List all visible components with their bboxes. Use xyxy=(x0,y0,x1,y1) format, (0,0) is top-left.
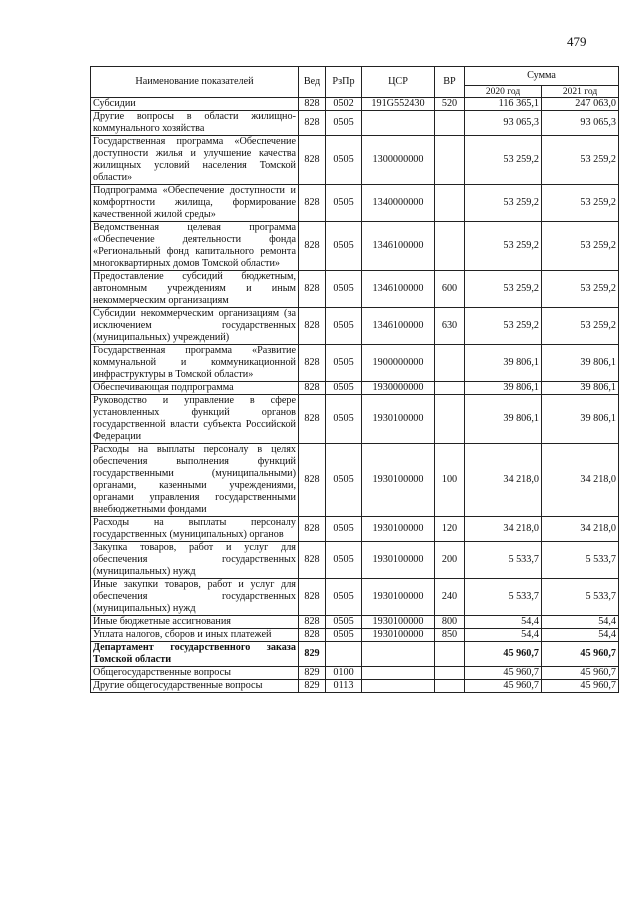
table-row xyxy=(91,345,619,382)
cell-sum-2021: 54,4 xyxy=(542,616,619,629)
cell-vr: 800 xyxy=(435,616,465,629)
cell-name: Субсидии некоммерческим организациям (за исключением государственных (муниципальных) учреждений) xyxy=(91,308,299,345)
cell-rzpr: 0505 xyxy=(326,271,362,308)
cell-csr: 1346100000 xyxy=(362,308,435,345)
cell-sum-2020: 34 218,0 xyxy=(465,517,542,542)
header-sum: Сумма xyxy=(465,67,619,86)
cell-sum-2021: 34 218,0 xyxy=(542,444,619,517)
cell-sum-2021: 247 063,0 xyxy=(542,98,619,111)
cell-sum-2021: 53 259,2 xyxy=(542,271,619,308)
table-row xyxy=(91,629,619,642)
cell-vr: 850 xyxy=(435,629,465,642)
cell-csr: 1930100000 xyxy=(362,444,435,517)
cell-rzpr: 0505 xyxy=(326,579,362,616)
cell-name: Другие общегосударственные вопросы xyxy=(91,680,299,693)
cell-vr: 200 xyxy=(435,542,465,579)
cell-sum-2020: 5 533,7 xyxy=(465,579,542,616)
cell-sum-2020: 116 365,1 xyxy=(465,98,542,111)
cell-vr xyxy=(435,395,465,444)
cell-csr: 1346100000 xyxy=(362,222,435,271)
cell-csr: 1930100000 xyxy=(362,542,435,579)
cell-rzpr: 0505 xyxy=(326,222,362,271)
cell-sum-2021: 5 533,7 xyxy=(542,542,619,579)
cell-name: Другие вопросы в области жилищно-коммунального хозяйства xyxy=(91,111,299,136)
cell-csr: 1930100000 xyxy=(362,616,435,629)
cell-rzpr: 0505 xyxy=(326,136,362,185)
cell-ved: 828 xyxy=(299,517,326,542)
cell-sum-2021: 53 259,2 xyxy=(542,308,619,345)
page-number: 479 xyxy=(567,34,587,49)
cell-csr: 1340000000 xyxy=(362,185,435,222)
header-rzpr: РзПр xyxy=(326,67,362,98)
cell-vr xyxy=(435,136,465,185)
cell-ved: 828 xyxy=(299,111,326,136)
cell-csr: 1900000000 xyxy=(362,345,435,382)
table-body xyxy=(91,98,619,693)
cell-ved: 829 xyxy=(299,642,326,667)
table-row xyxy=(91,680,619,693)
cell-ved: 828 xyxy=(299,136,326,185)
cell-rzpr: 0505 xyxy=(326,395,362,444)
cell-ved: 828 xyxy=(299,382,326,395)
cell-name: Общегосударственные вопросы xyxy=(91,667,299,680)
header-ved: Вед xyxy=(299,67,326,98)
cell-name: Государственная программа «Обеспечение доступности жилья и улучшение качества жилищных условий населения Томской области» xyxy=(91,136,299,185)
cell-sum-2021: 53 259,2 xyxy=(542,136,619,185)
cell-rzpr: 0505 xyxy=(326,382,362,395)
cell-csr xyxy=(362,667,435,680)
table-row xyxy=(91,542,619,579)
cell-rzpr: 0113 xyxy=(326,680,362,693)
table-row xyxy=(91,667,619,680)
cell-vr: 120 xyxy=(435,517,465,542)
cell-name: Обеспечивающая подпрограмма xyxy=(91,382,299,395)
cell-sum-2021: 53 259,2 xyxy=(542,222,619,271)
cell-ved: 829 xyxy=(299,680,326,693)
cell-rzpr: 0505 xyxy=(326,345,362,382)
cell-name: Предоставление субсидий бюджетным, автономным учреждениям и иным некоммерческим организациям xyxy=(91,271,299,308)
cell-sum-2021: 34 218,0 xyxy=(542,517,619,542)
cell-sum-2021: 45 960,7 xyxy=(542,642,619,667)
cell-sum-2020: 39 806,1 xyxy=(465,395,542,444)
cell-vr: 240 xyxy=(435,579,465,616)
cell-name: Уплата налогов, сборов и иных платежей xyxy=(91,629,299,642)
cell-vr xyxy=(435,680,465,693)
table-row xyxy=(91,222,619,271)
cell-vr xyxy=(435,382,465,395)
cell-rzpr: 0505 xyxy=(326,542,362,579)
cell-sum-2021: 53 259,2 xyxy=(542,185,619,222)
cell-sum-2020: 53 259,2 xyxy=(465,185,542,222)
cell-sum-2020: 34 218,0 xyxy=(465,444,542,517)
cell-ved: 828 xyxy=(299,185,326,222)
cell-ved: 828 xyxy=(299,616,326,629)
cell-rzpr: 0505 xyxy=(326,308,362,345)
cell-csr: 1930100000 xyxy=(362,517,435,542)
cell-sum-2020: 45 960,7 xyxy=(465,680,542,693)
table-row xyxy=(91,136,619,185)
cell-csr: 1930100000 xyxy=(362,579,435,616)
cell-name: Иные закупки товаров, работ и услуг для обеспечения государственных (муниципальных) нужд xyxy=(91,579,299,616)
header-csr: ЦСР xyxy=(362,67,435,98)
cell-sum-2020: 45 960,7 xyxy=(465,642,542,667)
cell-vr xyxy=(435,222,465,271)
cell-sum-2020: 54,4 xyxy=(465,629,542,642)
table-row xyxy=(91,98,619,111)
table-row xyxy=(91,642,619,667)
cell-ved: 828 xyxy=(299,579,326,616)
cell-sum-2020: 39 806,1 xyxy=(465,345,542,382)
cell-ved: 828 xyxy=(299,629,326,642)
cell-sum-2020: 39 806,1 xyxy=(465,382,542,395)
cell-ved: 828 xyxy=(299,444,326,517)
cell-rzpr xyxy=(326,642,362,667)
cell-name: Иные бюджетные ассигнования xyxy=(91,616,299,629)
cell-csr: 1300000000 xyxy=(362,136,435,185)
cell-name: Подпрограмма «Обеспечение доступности и комфортности жилища, формирование качественной жилой среды» xyxy=(91,185,299,222)
cell-name: Департамент государственного заказа Томской области xyxy=(91,642,299,667)
cell-sum-2020: 53 259,2 xyxy=(465,136,542,185)
cell-csr: 1930000000 xyxy=(362,382,435,395)
cell-sum-2020: 53 259,2 xyxy=(465,308,542,345)
cell-csr xyxy=(362,680,435,693)
budget-table xyxy=(90,66,619,693)
table-row xyxy=(91,271,619,308)
header-vr: ВР xyxy=(435,67,465,98)
cell-ved: 828 xyxy=(299,395,326,444)
cell-rzpr: 0505 xyxy=(326,517,362,542)
cell-sum-2020: 53 259,2 xyxy=(465,222,542,271)
cell-name: Расходы на выплаты персоналу государственных (муниципальных) органов xyxy=(91,517,299,542)
cell-vr xyxy=(435,345,465,382)
cell-vr: 600 xyxy=(435,271,465,308)
cell-ved: 829 xyxy=(299,667,326,680)
cell-name: Руководство и управление в сфере установленных функций органов государственной власти субъекта Российской Федерации xyxy=(91,395,299,444)
cell-ved: 828 xyxy=(299,98,326,111)
table-row xyxy=(91,444,619,517)
cell-sum-2021: 39 806,1 xyxy=(542,345,619,382)
cell-name: Ведомственная целевая программа «Обеспечение деятельности фонда «Региональный фонд капитального ремонта многоквартирных домов Томской области» xyxy=(91,222,299,271)
cell-sum-2021: 54,4 xyxy=(542,629,619,642)
cell-ved: 828 xyxy=(299,308,326,345)
cell-vr: 520 xyxy=(435,98,465,111)
cell-sum-2020: 54,4 xyxy=(465,616,542,629)
cell-sum-2021: 93 065,3 xyxy=(542,111,619,136)
cell-rzpr: 0505 xyxy=(326,185,362,222)
cell-name: Государственная программа «Развитие коммунальной и коммуникационной инфраструктуры в Томской области» xyxy=(91,345,299,382)
cell-sum-2021: 5 533,7 xyxy=(542,579,619,616)
cell-vr xyxy=(435,642,465,667)
cell-vr xyxy=(435,667,465,680)
table-row xyxy=(91,111,619,136)
cell-csr: 1346100000 xyxy=(362,271,435,308)
cell-sum-2021: 45 960,7 xyxy=(542,680,619,693)
cell-vr: 630 xyxy=(435,308,465,345)
table-row xyxy=(91,579,619,616)
table-row xyxy=(91,395,619,444)
cell-ved: 828 xyxy=(299,542,326,579)
table-row xyxy=(91,517,619,542)
cell-sum-2020: 5 533,7 xyxy=(465,542,542,579)
cell-sum-2020: 45 960,7 xyxy=(465,667,542,680)
cell-ved: 828 xyxy=(299,271,326,308)
cell-csr xyxy=(362,642,435,667)
cell-ved: 828 xyxy=(299,345,326,382)
cell-rzpr: 0505 xyxy=(326,444,362,517)
table-row xyxy=(91,382,619,395)
header-year-2020: 2020 год xyxy=(465,86,542,98)
cell-rzpr: 0505 xyxy=(326,111,362,136)
cell-sum-2021: 45 960,7 xyxy=(542,667,619,680)
cell-vr xyxy=(435,185,465,222)
cell-sum-2020: 53 259,2 xyxy=(465,271,542,308)
cell-name: Субсидии xyxy=(91,98,299,111)
table-row xyxy=(91,616,619,629)
cell-sum-2021: 39 806,1 xyxy=(542,382,619,395)
cell-csr: 1930100000 xyxy=(362,629,435,642)
header-year-2021: 2021 год xyxy=(542,86,619,98)
cell-rzpr: 0502 xyxy=(326,98,362,111)
cell-ved: 828 xyxy=(299,222,326,271)
header-name: Наименование показателей xyxy=(91,67,299,98)
cell-vr xyxy=(435,111,465,136)
cell-sum-2020: 93 065,3 xyxy=(465,111,542,136)
cell-rzpr: 0505 xyxy=(326,629,362,642)
table-row xyxy=(91,308,619,345)
cell-vr: 100 xyxy=(435,444,465,517)
cell-csr xyxy=(362,111,435,136)
table-row xyxy=(91,185,619,222)
cell-csr: 191G552430 xyxy=(362,98,435,111)
cell-csr: 1930100000 xyxy=(362,395,435,444)
cell-rzpr: 0505 xyxy=(326,616,362,629)
cell-name: Закупка товаров, работ и услуг для обеспечения государственных (муниципальных) нужд xyxy=(91,542,299,579)
cell-rzpr: 0100 xyxy=(326,667,362,680)
cell-name: Расходы на выплаты персоналу в целях обеспечения выполнения функций государственными (муниципальными) органами, казенными учреждениями, органами управления государственными внебюджетными фондами xyxy=(91,444,299,517)
cell-sum-2021: 39 806,1 xyxy=(542,395,619,444)
